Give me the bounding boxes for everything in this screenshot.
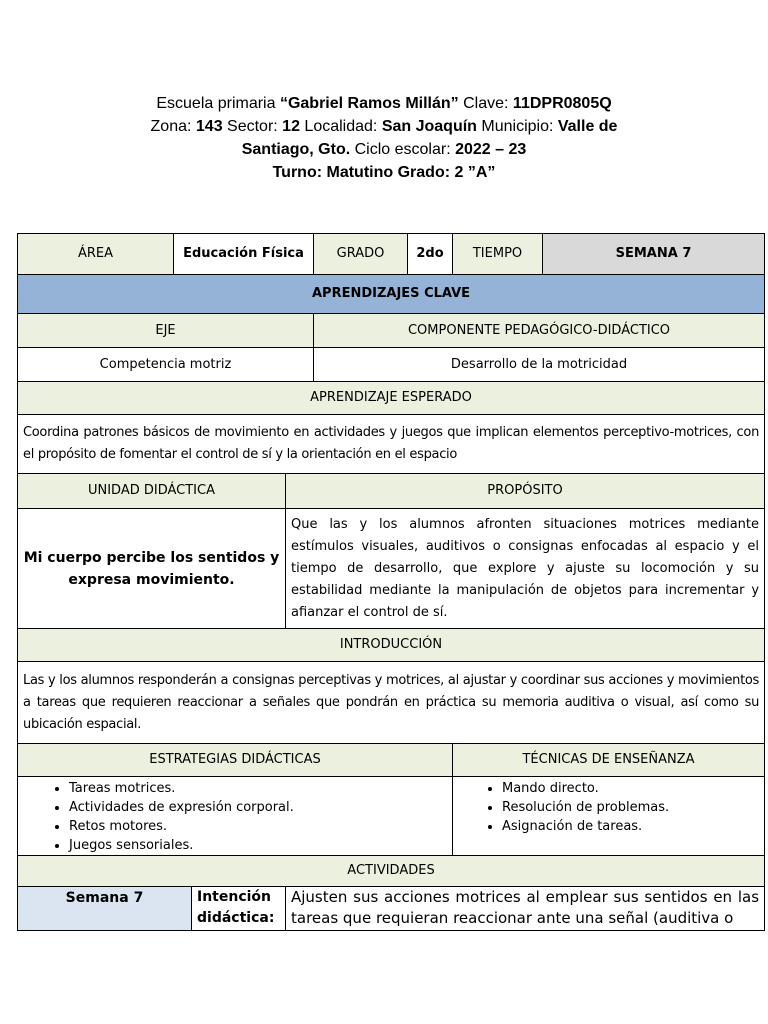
localidad-value: San Joaquín bbox=[381, 118, 477, 135]
list-item: • Mando directo. bbox=[502, 779, 759, 798]
proposito-value: Que las y los alumnos afronten situaciones motrices mediante estímulos visuales, auditivos o consignas enfocadas al espacio y el tiempo de desarrollo, que explore y ajuste su locomoción y su estabilidad mediante la manipulación de objetos para incrementar y afianzar el control de sí. bbox=[286, 509, 765, 629]
school-key: 11DPR0805Q bbox=[512, 95, 612, 112]
header-text: Ciclo escolar: bbox=[350, 141, 456, 158]
header-text: Localidad: bbox=[299, 118, 382, 135]
planning-table bbox=[17, 233, 765, 931]
header-text: Escuela primaria bbox=[156, 95, 280, 112]
municipio-value-cont: Santiago, Gto. bbox=[241, 141, 351, 158]
tecnicas-label: TÉCNICAS DE ENSEÑANZA bbox=[453, 744, 765, 777]
list-item: • Tareas motrices. bbox=[69, 779, 447, 798]
introduccion-label: INTRODUCCIÓN bbox=[18, 629, 765, 662]
list-item: • Juegos sensoriales. bbox=[69, 836, 447, 855]
area-label: ÁREA bbox=[18, 234, 174, 275]
unidad-didactica-value: Mi cuerpo percibe los sentidos y expresa movimiento. bbox=[18, 509, 286, 629]
estrategias-label: ESTRATEGIAS DIDÁCTICAS bbox=[18, 744, 453, 777]
intencion-label: Intención didáctica: bbox=[192, 887, 286, 931]
zona-value: 143 bbox=[195, 118, 223, 135]
list-item: • Actividades de expresión corporal. bbox=[69, 798, 447, 817]
componente-label: COMPONENTE PEDAGÓGICO-DIDÁCTICO bbox=[314, 314, 765, 348]
list-item: • Asignación de tareas. bbox=[502, 817, 759, 836]
tiempo-value: SEMANA 7 bbox=[543, 234, 765, 275]
sector-value: 12 bbox=[282, 118, 300, 135]
eje-label: EJE bbox=[18, 314, 314, 348]
ciclo-value: 2022 – 23 bbox=[455, 141, 527, 158]
estrategias-cell bbox=[18, 777, 453, 856]
school-name: “Gabriel Ramos Millán” bbox=[279, 95, 459, 112]
tecnicas-cell bbox=[453, 777, 765, 856]
unidad-didactica-label: UNIDAD DIDÁCTICA bbox=[18, 474, 286, 509]
actividades-label: ACTIVIDADES bbox=[18, 856, 765, 887]
semana-label: Semana 7 bbox=[18, 887, 192, 931]
header-line-4 bbox=[90, 161, 678, 184]
intencion-value: Ajusten sus acciones motrices al emplear sus sentidos en las tareas que requieran reaccionar ante una señal (auditiva o bbox=[286, 887, 765, 931]
header-line-2 bbox=[90, 115, 678, 138]
grado-label: Grado: bbox=[393, 164, 455, 181]
estrategias-list bbox=[23, 779, 447, 855]
header-text: Sector: bbox=[222, 118, 283, 135]
componente-value: Desarrollo de la motricidad bbox=[314, 348, 765, 382]
tiempo-label: TIEMPO bbox=[453, 234, 543, 275]
document-header bbox=[90, 92, 678, 184]
header-text: Municipio: bbox=[476, 118, 558, 135]
header-line-1 bbox=[90, 92, 678, 115]
header-text: Clave: bbox=[458, 95, 513, 112]
list-item: • Resolución de problemas. bbox=[502, 798, 759, 817]
header-line-3 bbox=[90, 138, 678, 161]
eje-value: Competencia motriz bbox=[18, 348, 314, 382]
area-value: Educación Física bbox=[174, 234, 314, 275]
turno-value: Matutino bbox=[326, 164, 394, 181]
aprendizaje-esperado-value: Coordina patrones básicos de movimiento en actividades y juegos que implican elementos perceptivo-motrices, con el propósito de fomentar el control de sí y la orientación en el espacio bbox=[18, 415, 765, 474]
turno-label: Turno: bbox=[272, 164, 327, 181]
proposito-label: PROPÓSITO bbox=[286, 474, 765, 509]
grado-label-cell: GRADO bbox=[314, 234, 408, 275]
aprendizajes-clave-heading: APRENDIZAJES CLAVE bbox=[18, 275, 765, 314]
introduccion-value: Las y los alumnos responderán a consignas perceptivas y motrices, al ajustar y coordinar sus acciones y movimientos a tareas que requieren reaccionar a señales que pondrán en práctica su memoria auditiva o visual, así como su ubicación espacial. bbox=[18, 662, 765, 744]
aprendizaje-esperado-label: APRENDIZAJE ESPERADO bbox=[18, 382, 765, 415]
grado-value: 2 ”A” bbox=[454, 164, 496, 181]
grado-value-cell: 2do bbox=[408, 234, 453, 275]
header-text: Zona: bbox=[150, 118, 196, 135]
list-item: • Retos motores. bbox=[69, 817, 447, 836]
tecnicas-list bbox=[458, 779, 759, 836]
municipio-value: Valle de bbox=[557, 118, 618, 135]
